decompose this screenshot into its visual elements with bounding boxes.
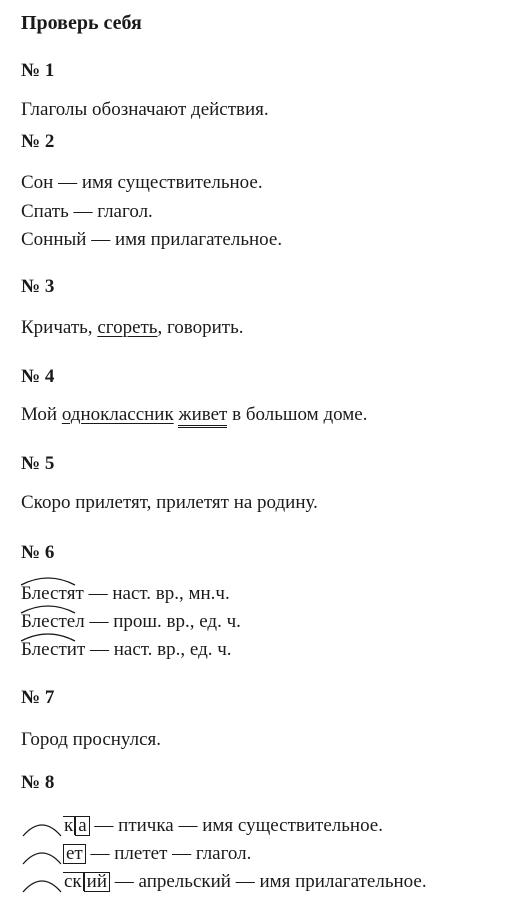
row-rest: ит — наст. вр., ед. ч. (66, 639, 232, 660)
task-1-answer: Глаголы обозначают действия. (21, 99, 269, 120)
task-number-5: № 5 (21, 453, 55, 474)
task-number-6: № 6 (21, 542, 55, 563)
task-2-line-1: Сон — имя существительное. (21, 172, 263, 193)
task-number-1: № 1 (21, 60, 55, 81)
task-3-text-after: , говорить. (157, 317, 244, 338)
row-rest: — птичка — имя существительное. (89, 815, 383, 836)
root-text: Блест (21, 611, 67, 632)
task-4-rest: в большом доме. (227, 404, 368, 425)
task-3-answer (21, 317, 244, 339)
root-arc-icon (20, 602, 76, 614)
root-arc-icon (21, 817, 63, 837)
row-rest: — плетет — глагол. (85, 843, 252, 864)
suffix-mark: ск (64, 871, 82, 892)
ending-mark: ий (84, 872, 110, 892)
task-4-word: Мой (21, 404, 62, 425)
task-7-answer: Город проснулся. (21, 729, 161, 750)
task-2-line-2: Спать — глагол. (21, 201, 153, 222)
root-text: Блест (21, 639, 67, 660)
ending-mark: ет (63, 844, 86, 864)
ending-mark: а (75, 816, 89, 836)
task-number-8: № 8 (21, 772, 55, 793)
row-rest: — апрельский — имя прилагательное. (110, 871, 427, 892)
task-number-7: № 7 (21, 687, 55, 708)
task-6-row-3 (21, 639, 232, 661)
task-2-line-3: Сонный — имя прилагательное. (21, 229, 283, 250)
task-4-subject: одноклассник (61, 404, 174, 425)
task-5-answer: Скоро прилетят, прилетят на родину. (21, 492, 318, 513)
task-8-row-1 (21, 815, 383, 837)
root-mark (21, 639, 67, 661)
root-arc-icon (21, 873, 63, 893)
page-title: Проверь себя (21, 12, 142, 34)
task-8-row-3 (21, 871, 427, 893)
task-3-marked-word: сгореть (97, 317, 158, 338)
suffix-mark: к (64, 815, 74, 836)
task-number-4: № 4 (21, 366, 55, 387)
task-4-answer (21, 404, 367, 426)
task-8-row-2 (21, 843, 251, 865)
root-arc-icon (20, 630, 76, 642)
root-arc-icon (20, 574, 76, 586)
root-text: Блест (21, 583, 67, 604)
row-rest: ят — наст. вр., мн.ч. (66, 583, 230, 604)
row-rest: ел — прош. вр., ед. ч. (66, 611, 241, 632)
root-arc-icon (21, 845, 63, 865)
task-number-3: № 3 (21, 276, 55, 297)
task-4-predicate: живет (178, 404, 227, 428)
task-number-2: № 2 (21, 131, 55, 152)
task-3-text-before: Кричать, (21, 317, 98, 338)
